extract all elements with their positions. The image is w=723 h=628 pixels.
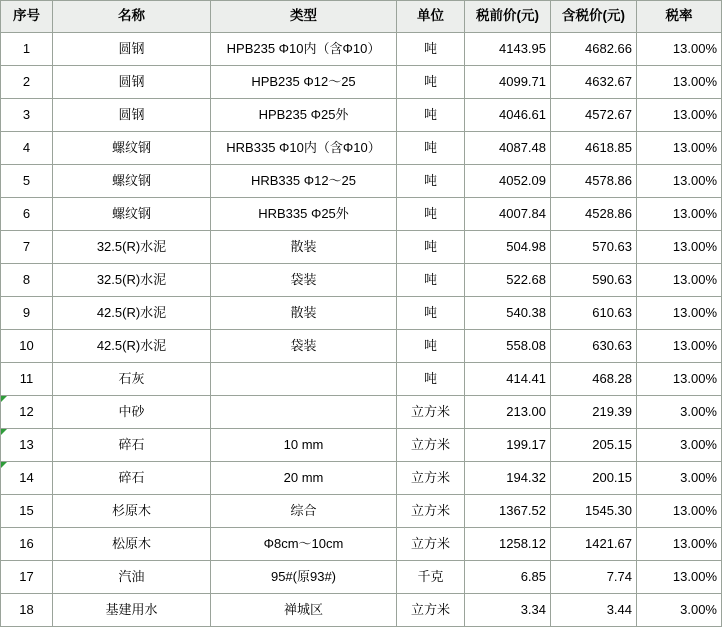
cell-name: 碎石 xyxy=(53,429,211,462)
cell-index: 6 xyxy=(1,198,53,231)
cell-unit: 立方米 xyxy=(397,396,465,429)
cell-name: 基建用水 xyxy=(53,594,211,627)
cell-name: 32.5(R)水泥 xyxy=(53,264,211,297)
cell-taxed-price: 4572.67 xyxy=(551,99,637,132)
cell-tax-rate: 13.00% xyxy=(637,330,722,363)
cell-type: Φ8cm～10cm xyxy=(211,528,397,561)
cell-pretax-price: 4046.61 xyxy=(465,99,551,132)
cell-pretax-price: 504.98 xyxy=(465,231,551,264)
cell-index: 16 xyxy=(1,528,53,561)
cell-pretax-price: 4052.09 xyxy=(465,165,551,198)
cell-unit: 吨 xyxy=(397,363,465,396)
cell-name: 42.5(R)水泥 xyxy=(53,297,211,330)
cell-pretax-price: 6.85 xyxy=(465,561,551,594)
cell-tax-rate: 13.00% xyxy=(637,99,722,132)
table-row xyxy=(1,198,722,231)
cell-unit: 立方米 xyxy=(397,528,465,561)
cell-pretax-price: 522.68 xyxy=(465,264,551,297)
table-row xyxy=(1,66,722,99)
table-row xyxy=(1,297,722,330)
cell-name: 圆钢 xyxy=(53,33,211,66)
cell-tax-rate: 13.00% xyxy=(637,165,722,198)
cell-pretax-price: 1258.12 xyxy=(465,528,551,561)
cell-tax-rate: 13.00% xyxy=(637,264,722,297)
cell-pretax-price: 558.08 xyxy=(465,330,551,363)
cell-tax-rate: 13.00% xyxy=(637,495,722,528)
cell-taxed-price: 3.44 xyxy=(551,594,637,627)
cell-index: 8 xyxy=(1,264,53,297)
cell-index: 13 xyxy=(1,429,53,462)
cell-unit: 吨 xyxy=(397,330,465,363)
cell-tax-rate: 13.00% xyxy=(637,66,722,99)
cell-taxed-price: 7.74 xyxy=(551,561,637,594)
cell-unit: 吨 xyxy=(397,297,465,330)
cell-type: 10 mm xyxy=(211,429,397,462)
cell-taxed-price: 610.63 xyxy=(551,297,637,330)
cell-name: 螺纹钢 xyxy=(53,132,211,165)
cell-index: 7 xyxy=(1,231,53,264)
cell-pretax-price: 414.41 xyxy=(465,363,551,396)
cell-unit: 立方米 xyxy=(397,594,465,627)
cell-unit: 立方米 xyxy=(397,429,465,462)
cell-type: HRB335 Φ12～25 xyxy=(211,165,397,198)
cell-type: HRB335 Φ25外 xyxy=(211,198,397,231)
table-row xyxy=(1,165,722,198)
cell-index: 3 xyxy=(1,99,53,132)
cell-taxed-price: 590.63 xyxy=(551,264,637,297)
cell-index: 1 xyxy=(1,33,53,66)
cell-type: 禅城区 xyxy=(211,594,397,627)
cell-index: 11 xyxy=(1,363,53,396)
cell-unit: 吨 xyxy=(397,264,465,297)
cell-index: 18 xyxy=(1,594,53,627)
cell-unit: 千克 xyxy=(397,561,465,594)
cell-tax-rate: 3.00% xyxy=(637,429,722,462)
cell-unit: 吨 xyxy=(397,165,465,198)
cell-index: 15 xyxy=(1,495,53,528)
cell-tax-rate: 13.00% xyxy=(637,297,722,330)
cell-tax-rate: 3.00% xyxy=(637,594,722,627)
cell-tax-rate: 3.00% xyxy=(637,462,722,495)
table-header xyxy=(1,1,722,33)
cell-index: 2 xyxy=(1,66,53,99)
cell-unit: 吨 xyxy=(397,66,465,99)
cell-name: 杉原木 xyxy=(53,495,211,528)
column-header-rate: 税率 xyxy=(637,1,722,33)
column-header-name: 名称 xyxy=(53,1,211,33)
cell-taxed-price: 205.15 xyxy=(551,429,637,462)
header-row xyxy=(1,1,722,33)
cell-unit: 吨 xyxy=(397,198,465,231)
cell-tax-rate: 13.00% xyxy=(637,561,722,594)
cell-name: 圆钢 xyxy=(53,99,211,132)
cell-tax-rate: 13.00% xyxy=(637,363,722,396)
cell-name: 32.5(R)水泥 xyxy=(53,231,211,264)
table-row xyxy=(1,33,722,66)
table-row xyxy=(1,330,722,363)
cell-tax-rate: 13.00% xyxy=(637,528,722,561)
cell-type: 散装 xyxy=(211,231,397,264)
cell-name: 松原木 xyxy=(53,528,211,561)
cell-name: 中砂 xyxy=(53,396,211,429)
cell-index: 10 xyxy=(1,330,53,363)
cell-type: 95#(原93#) xyxy=(211,561,397,594)
cell-taxed-price: 4632.67 xyxy=(551,66,637,99)
column-header-unit: 单位 xyxy=(397,1,465,33)
cell-unit: 立方米 xyxy=(397,462,465,495)
cell-tax-rate: 13.00% xyxy=(637,33,722,66)
cell-unit: 吨 xyxy=(397,132,465,165)
cell-tax-rate: 13.00% xyxy=(637,231,722,264)
column-header-type: 类型 xyxy=(211,1,397,33)
table-row xyxy=(1,396,722,429)
cell-taxed-price: 468.28 xyxy=(551,363,637,396)
cell-type: HPB235 Φ10内（含Φ10） xyxy=(211,33,397,66)
cell-name: 螺纹钢 xyxy=(53,198,211,231)
cell-pretax-price: 1367.52 xyxy=(465,495,551,528)
cell-unit: 吨 xyxy=(397,33,465,66)
column-header-taxed: 含税价(元) xyxy=(551,1,637,33)
table-row xyxy=(1,363,722,396)
cell-index: 5 xyxy=(1,165,53,198)
cell-type xyxy=(211,396,397,429)
cell-taxed-price: 570.63 xyxy=(551,231,637,264)
table-row xyxy=(1,429,722,462)
cell-index: 17 xyxy=(1,561,53,594)
cell-taxed-price: 4682.66 xyxy=(551,33,637,66)
cell-unit: 吨 xyxy=(397,99,465,132)
cell-index: 12 xyxy=(1,396,53,429)
cell-type: 袋装 xyxy=(211,264,397,297)
cell-taxed-price: 219.39 xyxy=(551,396,637,429)
cell-tax-rate: 13.00% xyxy=(637,132,722,165)
table-row xyxy=(1,594,722,627)
cell-type: HPB235 Φ25外 xyxy=(211,99,397,132)
cell-pretax-price: 4007.84 xyxy=(465,198,551,231)
table-row xyxy=(1,462,722,495)
cell-pretax-price: 4143.95 xyxy=(465,33,551,66)
column-header-index: 序号 xyxy=(1,1,53,33)
cell-taxed-price: 1421.67 xyxy=(551,528,637,561)
cell-taxed-price: 200.15 xyxy=(551,462,637,495)
cell-type: 袋装 xyxy=(211,330,397,363)
table-row xyxy=(1,495,722,528)
cell-name: 42.5(R)水泥 xyxy=(53,330,211,363)
cell-tax-rate: 3.00% xyxy=(637,396,722,429)
cell-pretax-price: 540.38 xyxy=(465,297,551,330)
cell-pretax-price: 199.17 xyxy=(465,429,551,462)
cell-pretax-price: 3.34 xyxy=(465,594,551,627)
cell-taxed-price: 4578.86 xyxy=(551,165,637,198)
cell-index: 14 xyxy=(1,462,53,495)
cell-type: 散装 xyxy=(211,297,397,330)
table-body xyxy=(1,33,722,627)
cell-taxed-price: 4618.85 xyxy=(551,132,637,165)
cell-name: 碎石 xyxy=(53,462,211,495)
cell-index: 9 xyxy=(1,297,53,330)
cell-name: 圆钢 xyxy=(53,66,211,99)
cell-name: 石灰 xyxy=(53,363,211,396)
cell-pretax-price: 213.00 xyxy=(465,396,551,429)
cell-index: 4 xyxy=(1,132,53,165)
cell-unit: 立方米 xyxy=(397,495,465,528)
cell-name: 汽油 xyxy=(53,561,211,594)
cell-unit: 吨 xyxy=(397,231,465,264)
cell-taxed-price: 4528.86 xyxy=(551,198,637,231)
table-row xyxy=(1,561,722,594)
table-row xyxy=(1,132,722,165)
table-row xyxy=(1,264,722,297)
cell-name: 螺纹钢 xyxy=(53,165,211,198)
cell-pretax-price: 4087.48 xyxy=(465,132,551,165)
cell-taxed-price: 1545.30 xyxy=(551,495,637,528)
table-row xyxy=(1,99,722,132)
column-header-pretax: 税前价(元) xyxy=(465,1,551,33)
cell-type: 20 mm xyxy=(211,462,397,495)
table-row xyxy=(1,231,722,264)
cell-type: HRB335 Φ10内（含Φ10） xyxy=(211,132,397,165)
table-row xyxy=(1,528,722,561)
cell-taxed-price: 630.63 xyxy=(551,330,637,363)
cell-type: HPB235 Φ12～25 xyxy=(211,66,397,99)
cell-type: 综合 xyxy=(211,495,397,528)
cell-tax-rate: 13.00% xyxy=(637,198,722,231)
cell-type xyxy=(211,363,397,396)
cell-pretax-price: 194.32 xyxy=(465,462,551,495)
cell-pretax-price: 4099.71 xyxy=(465,66,551,99)
